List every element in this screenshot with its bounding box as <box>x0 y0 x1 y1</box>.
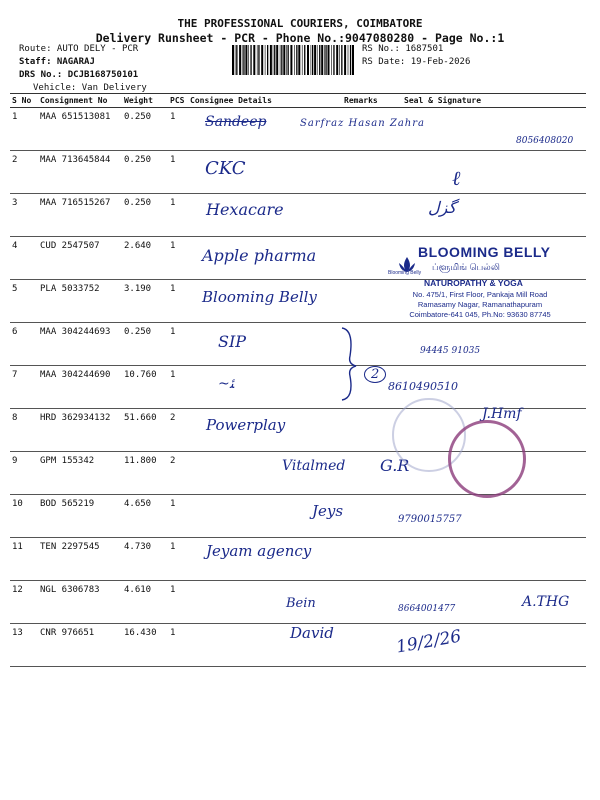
col-seal: Seal & Signature <box>390 94 586 108</box>
hw-r12-sig: A.THG <box>522 594 570 610</box>
stamp-service: NATUROPATHY & YOGA <box>424 278 523 288</box>
col-pcs: PCS <box>168 94 188 108</box>
table-header <box>10 94 586 108</box>
row-pcs: 1 <box>168 280 188 323</box>
route-label: Route: AUTO DELY - PCR <box>19 44 139 54</box>
runsheet-table <box>10 93 586 667</box>
row-sno: 9 <box>10 452 38 495</box>
row-weight: 4.610 <box>122 581 168 624</box>
row-seal <box>390 538 586 581</box>
row-sno: 11 <box>10 538 38 581</box>
row-consignment: MAA 304244693 <box>38 323 122 366</box>
row-weight: 16.430 <box>122 624 168 667</box>
hw-r1-strike: Sandeep <box>205 114 267 130</box>
stamp-tamil: ப்ளூமிங் பெல்லி <box>432 262 500 272</box>
table-row <box>10 495 586 538</box>
hw-r2: CKC <box>205 158 246 179</box>
runsheet-subtitle: Delivery Runsheet - PCR - Phone No.:9047080280 - Page No.:1 <box>95 31 505 45</box>
row-weight: 51.660 <box>122 409 168 452</box>
row-pcs: 2 <box>168 409 188 452</box>
company-title: THE PROFESSIONAL COURIERS, COIMBATORE <box>177 17 423 30</box>
row-remarks <box>342 108 390 151</box>
row-sno: 4 <box>10 237 38 280</box>
table-row <box>10 108 586 151</box>
row-seal <box>390 151 586 194</box>
hw-r7: ~ﺌ <box>218 376 234 392</box>
row-pcs: 1 <box>168 495 188 538</box>
hw-r6-phone: 94445 91035 <box>420 346 481 356</box>
hw-r10-phone: 9790015757 <box>398 514 462 525</box>
hw-r7-remark: 2 <box>364 366 386 383</box>
row-remarks <box>342 624 390 667</box>
stamp-addr2: Ramasamy Nagar, Ramanathapuram <box>417 300 543 309</box>
row-pcs: 1 <box>168 366 188 409</box>
hw-r12: Bein <box>286 596 316 611</box>
row-pcs: 1 <box>168 538 188 581</box>
stamp-small: Blooming Belly <box>388 270 422 276</box>
row-consignment: NGL 6306783 <box>38 581 122 624</box>
table-row <box>10 323 586 366</box>
stamp-addr3: Coimbatore-641 045, Ph.No: 93630 87745 <box>409 310 551 319</box>
hw-r3: Hexacare <box>206 200 284 219</box>
row-pcs: 1 <box>168 194 188 237</box>
row-remarks <box>342 538 390 581</box>
row-remarks <box>342 237 390 280</box>
bracket-mark <box>340 326 358 402</box>
row-sno: 5 <box>10 280 38 323</box>
drs-label: DRS No.: DCJB168750101 <box>19 70 139 80</box>
row-remarks <box>342 495 390 538</box>
row-consignee <box>188 581 342 624</box>
row-remarks <box>342 194 390 237</box>
row-pcs: 2 <box>168 452 188 495</box>
hw-r11: Jeyam agency <box>206 542 312 560</box>
row-consignment: CUD 2547507 <box>38 237 122 280</box>
row-sno: 13 <box>10 624 38 667</box>
row-sno: 2 <box>10 151 38 194</box>
hw-r9-sig: G.R <box>380 456 410 475</box>
row-consignment: CNR 976651 <box>38 624 122 667</box>
row-consignment: MAA 713645844 <box>38 151 122 194</box>
row-sno: 8 <box>10 409 38 452</box>
table-row <box>10 366 586 409</box>
row-consignment: PLA 5033752 <box>38 280 122 323</box>
row-consignment: MAA 651513081 <box>38 108 122 151</box>
hw-r8-sig: J.Hmf <box>482 406 522 422</box>
row-consignment: TEN 2297545 <box>38 538 122 581</box>
stamp-brand: BLOOMING BELLY <box>418 244 551 260</box>
row-sno: 10 <box>10 495 38 538</box>
row-sno: 12 <box>10 581 38 624</box>
hw-r10: Jeys <box>312 502 344 520</box>
row-consignee <box>188 366 342 409</box>
hw-r13: David <box>290 624 334 642</box>
col-sno: S No <box>10 94 38 108</box>
row-pcs: 1 <box>168 237 188 280</box>
row-weight: 0.250 <box>122 108 168 151</box>
row-sno: 7 <box>10 366 38 409</box>
stamp-addr1: No. 475/1, First Floor, Pankaja Mill Road <box>412 290 548 299</box>
row-pcs: 1 <box>168 624 188 667</box>
round-seal-stamp <box>448 420 526 498</box>
row-weight: 0.250 <box>122 151 168 194</box>
barcode <box>232 45 354 75</box>
row-sno: 3 <box>10 194 38 237</box>
hw-r12-phone: 8664001477 <box>398 604 456 614</box>
row-consignment: HRD 362934132 <box>38 409 122 452</box>
hw-r4: Apple pharma <box>202 246 317 265</box>
route-info <box>19 43 147 95</box>
row-seal <box>390 323 586 366</box>
row-weight: 4.650 <box>122 495 168 538</box>
row-remarks <box>342 151 390 194</box>
table-row <box>10 194 586 237</box>
row-consignment: GPM 155342 <box>38 452 122 495</box>
row-weight: 4.730 <box>122 538 168 581</box>
row-pcs: 1 <box>168 581 188 624</box>
row-weight: 3.190 <box>122 280 168 323</box>
row-consignee <box>188 323 342 366</box>
col-consignment: Consignment No <box>38 94 122 108</box>
hw-r7-phone: 8610490510 <box>388 380 458 393</box>
hw-r1-name: Sarfraz Hasan Zahra <box>300 118 425 129</box>
row-pcs: 1 <box>168 151 188 194</box>
hw-r5: Blooming Belly <box>202 288 317 306</box>
row-sno: 1 <box>10 108 38 151</box>
table-row <box>10 151 586 194</box>
hw-r6: SIP <box>218 332 247 351</box>
staff-label: Staff: NAGARAJ <box>19 57 95 67</box>
col-remarks: Remarks <box>342 94 390 108</box>
rs-info <box>362 43 470 69</box>
hw-r9: Vitalmed <box>282 458 346 474</box>
row-pcs: 1 <box>168 108 188 151</box>
rs-number: RS No.: 1687501 <box>362 44 444 54</box>
row-remarks <box>342 409 390 452</box>
row-consignment: MAA 716515267 <box>38 194 122 237</box>
row-weight: 10.760 <box>122 366 168 409</box>
vehicle-label: Vehicle: Van Delivery <box>33 83 147 93</box>
row-weight: 0.250 <box>122 194 168 237</box>
row-weight: 11.800 <box>122 452 168 495</box>
row-consignment: BOD 565219 <box>38 495 122 538</box>
blooming-belly-stamp <box>388 240 574 324</box>
col-weight: Weight <box>122 94 168 108</box>
hw-r8: Powerplay <box>206 416 286 434</box>
row-seal <box>390 194 586 237</box>
hw-r3-sig: گزل <box>428 198 457 217</box>
stamp-address <box>392 290 568 320</box>
row-consignment: MAA 304244690 <box>38 366 122 409</box>
hw-r1-phone: 8056408020 <box>516 136 574 146</box>
row-remarks <box>342 581 390 624</box>
row-sno: 6 <box>10 323 38 366</box>
row-weight: 2.640 <box>122 237 168 280</box>
hw-r1-sig: ℓ <box>452 166 461 190</box>
hw-date-sig: 19/2/26 <box>394 626 463 658</box>
rs-date: RS Date: 19-Feb-2026 <box>362 57 471 67</box>
row-pcs: 1 <box>168 323 188 366</box>
row-remarks <box>342 280 390 323</box>
row-weight: 0.250 <box>122 323 168 366</box>
col-consignee: Consignee Details <box>188 94 342 108</box>
